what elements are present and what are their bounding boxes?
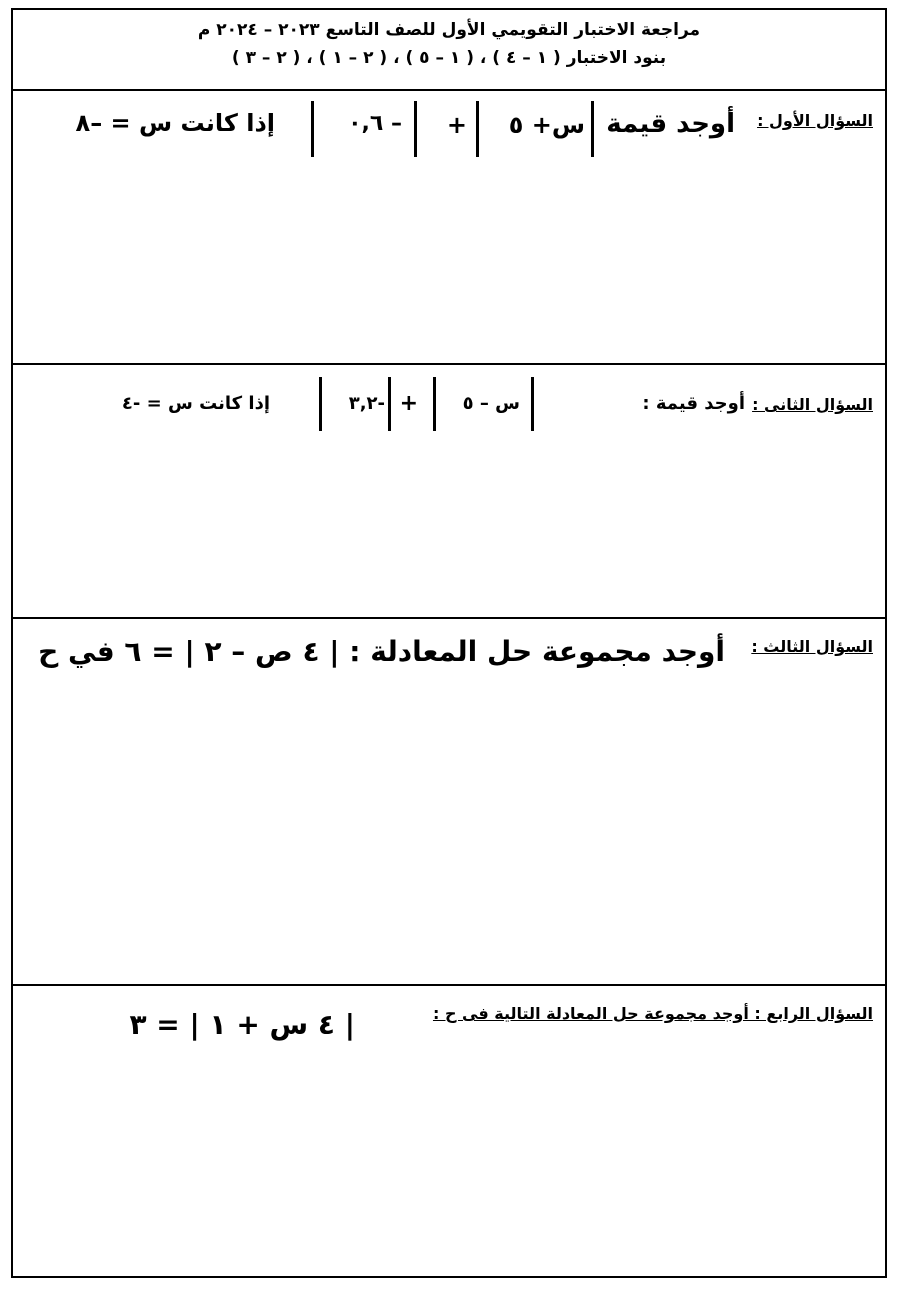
abs-bar-1 xyxy=(591,101,594,157)
question-2-condition: إذا كانت س = -٤ xyxy=(121,393,270,414)
header-title: مراجعة الاختبار التقويمي الأول للصف التاسع ٢٠٢٣ – ٢٠٢٤ م xyxy=(197,20,701,40)
header xyxy=(13,10,885,91)
question-1-condition: إذا كانت س = –٨ xyxy=(75,109,275,137)
question-3-label: السؤال الثالث : xyxy=(751,637,873,656)
abs-bar-4 xyxy=(319,377,322,431)
question-3-text: أوجد مجموعة حل المعادلة : | ٤ ص – ٢ | = ٦ في ح xyxy=(38,635,725,668)
question-1-plus: + xyxy=(446,111,467,139)
question-1-term2: – ٠,٦ xyxy=(348,111,402,136)
question-3 xyxy=(13,619,885,986)
question-4 xyxy=(13,986,885,1276)
question-4-label: السؤال الرابع : أوجد مجموعة حل المعادلة التالية فى ح : xyxy=(432,1004,873,1023)
abs-bar-3 xyxy=(414,101,417,157)
question-2-term2: -٣,٢ xyxy=(348,393,385,414)
question-2-label: السؤال الثانى : xyxy=(752,395,873,414)
question-2-plus: + xyxy=(399,391,418,416)
question-1-label: السؤال الأول : xyxy=(757,111,873,130)
abs-bar-2 xyxy=(476,101,479,157)
abs-bar-4 xyxy=(311,101,314,157)
question-2 xyxy=(13,365,885,619)
question-2-prompt: أوجد قيمة : xyxy=(642,393,745,414)
header-items: بنود الاختبار ( ١ – ٤ ) ، ( ١ – ٥ ) ، ( ٢ – ١ ) ، ( ٢ – ٣ ) xyxy=(231,48,667,68)
question-1-term1: س+ ٥ xyxy=(508,111,585,139)
abs-bar-3 xyxy=(388,377,391,431)
question-2-term1: س – ٥ xyxy=(462,393,520,414)
worksheet xyxy=(11,8,887,1278)
abs-bar-1 xyxy=(531,377,534,431)
question-1 xyxy=(13,91,885,365)
question-4-equation: | ٤ س + ١ | = ٣ xyxy=(129,1008,355,1041)
abs-bar-2 xyxy=(433,377,436,431)
question-1-prompt: أوجد قيمة xyxy=(606,109,735,139)
